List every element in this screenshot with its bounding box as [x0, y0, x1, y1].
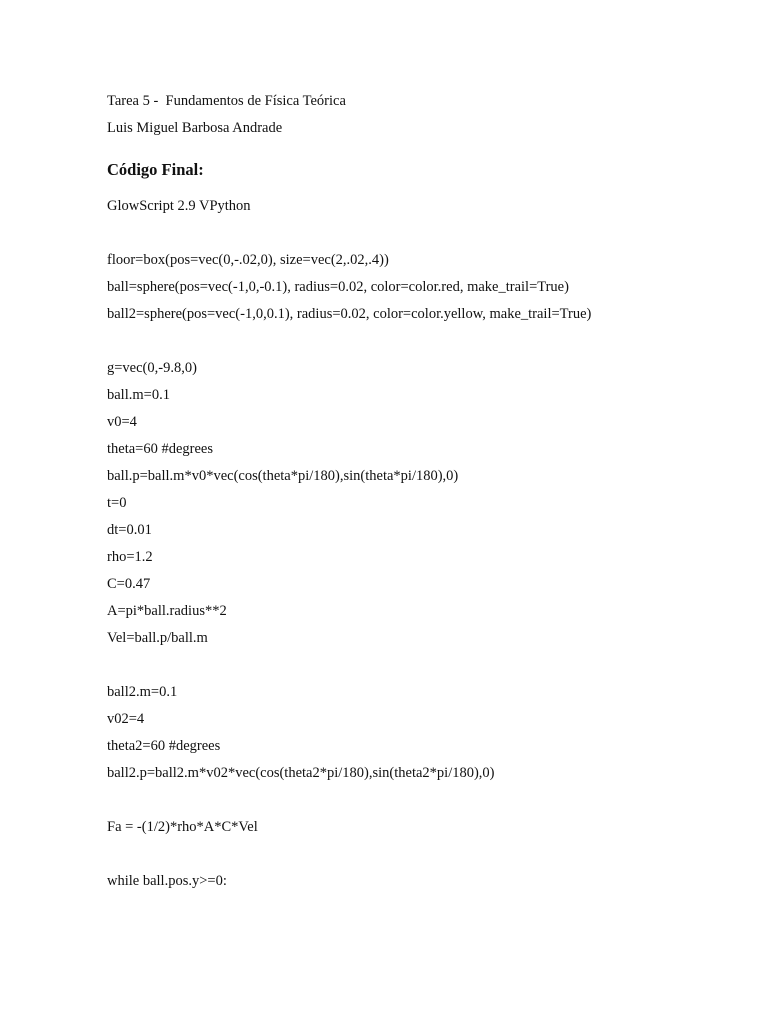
code-line: ball.p=ball.m*v0*vec(cos(theta*pi/180),sin(theta*pi/180),0) — [107, 468, 459, 484]
author-name: Luis Miguel Barbosa Andrade — [107, 120, 283, 136]
document-title: Tarea 5 - Fundamentos de Física Teórica — [107, 93, 346, 109]
code-line: floor=box(pos=vec(0,-.02,0), size=vec(2,.02,.4)) — [107, 252, 389, 268]
code-line: while ball.pos.y>=0: — [107, 873, 227, 889]
code-line: ball2.m=0.1 — [107, 684, 178, 700]
code-line: ball.m=0.1 — [107, 387, 170, 403]
code-line: v02=4 — [107, 711, 145, 727]
section-heading: Código Final: — [107, 160, 204, 179]
code-line: ball2=sphere(pos=vec(-1,0,0.1), radius=0.02, color=color.yellow, make_trail=True) — [107, 306, 592, 322]
code-line: Vel=ball.p/ball.m — [107, 630, 208, 646]
document-page — [107, 88, 727, 895]
code-block-1 — [107, 247, 727, 328]
code-line: theta=60 #degrees — [107, 441, 214, 457]
code-line: theta2=60 #degrees — [107, 738, 221, 754]
code-line: C=0.47 — [107, 576, 151, 592]
code-block-3 — [107, 679, 727, 787]
code-block-2 — [107, 355, 727, 652]
code-line: A=pi*ball.radius**2 — [107, 603, 227, 619]
code-line: rho=1.2 — [107, 549, 153, 565]
code-line: Fa = -(1/2)*rho*A*C*Vel — [107, 819, 258, 835]
code-block-4 — [107, 814, 727, 841]
code-line: v0=4 — [107, 414, 137, 430]
code-line: ball=sphere(pos=vec(-1,0,-0.1), radius=0.02, color=color.red, make_trail=True) — [107, 279, 569, 295]
code-line: g=vec(0,-9.8,0) — [107, 360, 197, 376]
code-line: dt=0.01 — [107, 522, 152, 538]
code-line: t=0 — [107, 495, 127, 511]
code-block-5 — [107, 868, 727, 895]
code-line: ball2.p=ball2.m*v02*vec(cos(theta2*pi/180),sin(theta2*pi/180),0) — [107, 765, 495, 781]
section-subtitle: GlowScript 2.9 VPython — [107, 198, 251, 214]
